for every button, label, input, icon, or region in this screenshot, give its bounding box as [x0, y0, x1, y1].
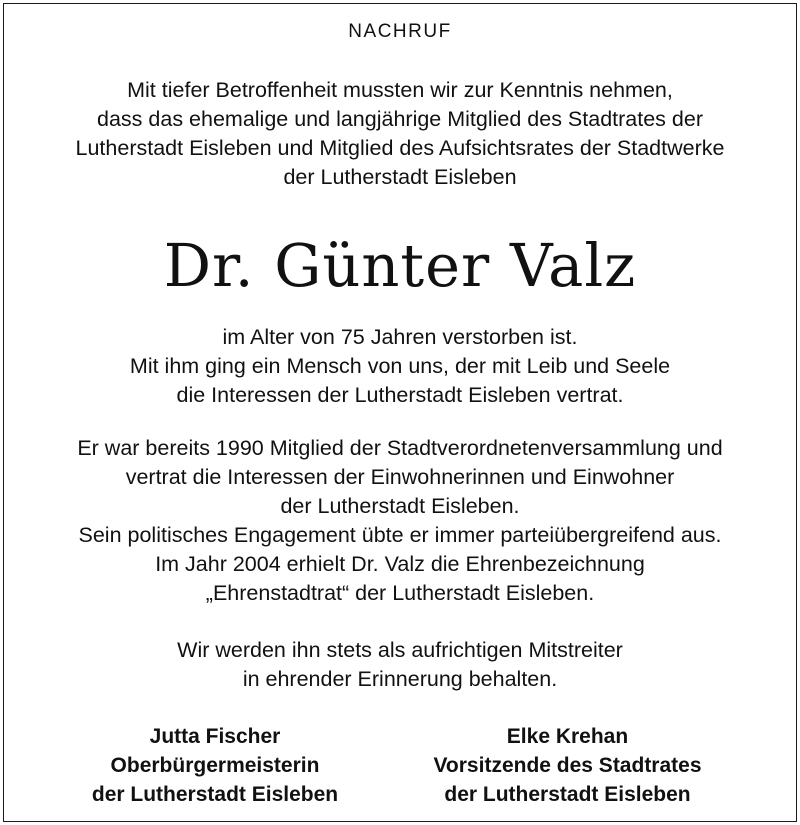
signatory-name: Elke Krehan [506, 725, 629, 748]
intro-line: Lutherstadt Eisleben und Mitglied des Aufsichtsrates der Stadtwerke [75, 136, 725, 160]
intro-line: der Lutherstadt Eisleben [283, 165, 517, 189]
career-line: „Ehrenstadtrat“ der Lutherstadt Eisleben. [205, 581, 595, 605]
signatory-name: Jutta Fischer [149, 725, 281, 748]
deceased-name: Dr. Günter Valz [163, 231, 637, 300]
notice-heading: NACHRUF [348, 21, 452, 42]
closing-line: in ehrender Erinnerung behalten. [242, 667, 558, 691]
closing-paragraph [0, 636, 800, 694]
after-name-line: die Interessen der Lutherstadt Eisleben vertrat. [176, 383, 624, 407]
signatory-council-chair [395, 722, 740, 809]
signatures [0, 722, 800, 817]
signatory-title: Vorsitzende des Stadtrates [433, 754, 702, 777]
career-line: Er war bereits 1990 Mitglied der Stadtverordnetenversammlung und [77, 436, 723, 460]
signatory-mayor [40, 722, 390, 809]
after-name-paragraph [0, 323, 800, 410]
signatory-org: der Lutherstadt Eisleben [91, 783, 339, 806]
after-name-line: Mit ihm ging ein Mensch von uns, der mit Leib und Seele [129, 354, 671, 378]
after-name-line: im Alter von 75 Jahren verstorben ist. [222, 325, 578, 349]
career-line: vertrat die Interessen der Einwohnerinnen und Einwohner [125, 465, 675, 489]
intro-line: Mit tiefer Betroffenheit mussten wir zur Kenntnis nehmen, [127, 78, 673, 102]
intro-line: dass das ehemalige und langjährige Mitglied des Stadtrates der [97, 107, 703, 131]
intro-paragraph [0, 76, 800, 192]
career-line: Im Jahr 2004 erhielt Dr. Valz die Ehrenbezeichnung [155, 552, 645, 576]
signatory-title: Oberbürgermeisterin [110, 754, 320, 777]
career-line: Sein politisches Engagement übte er immer parteiübergreifend aus. [78, 523, 722, 547]
career-line: der Lutherstadt Eisleben. [280, 494, 520, 518]
closing-line: Wir werden ihn stets als aufrichtigen Mitstreiter [177, 638, 623, 662]
career-paragraph [0, 434, 800, 608]
signatory-org: der Lutherstadt Eisleben [444, 783, 691, 806]
